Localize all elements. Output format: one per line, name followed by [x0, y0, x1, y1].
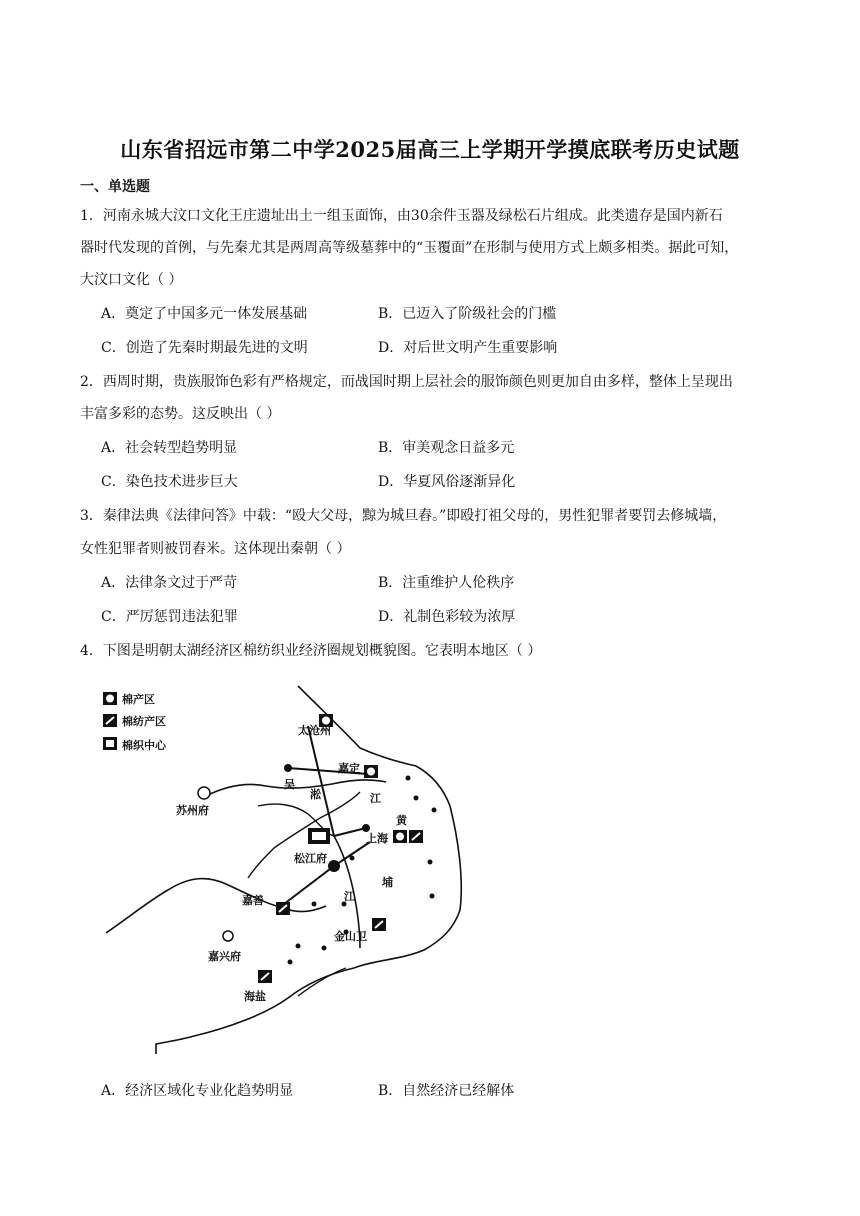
question-2-option-d[interactable]: D．华夏风俗逐渐异化: [378, 474, 516, 490]
label-suzhou: 苏州府: [176, 804, 209, 817]
weaving-center-legend-icon: [103, 737, 117, 750]
question-2-option-a[interactable]: A．社会转型趋势明显: [101, 440, 238, 456]
question-2-option-b[interactable]: B．审美观念日益多元: [378, 440, 515, 456]
jiashan-spinning-icon: [276, 902, 290, 915]
river-char-5: 埔: [382, 876, 393, 889]
shanghai-spinning-icon: [409, 830, 423, 843]
question-3-line-1: 3．秦律法典《法律问答》中载：“殴大父母，黥为城旦舂。”即殴打祖父母的，男性犯罪者要罚去修城墙，: [80, 508, 727, 524]
label-jiading: 嘉定: [338, 762, 360, 775]
label-songjiang: 松江府: [294, 852, 327, 865]
label-haiyan: 海盐: [244, 990, 266, 1003]
legend-label-weaving-center: 棉织中心: [122, 739, 166, 752]
question-1-option-a[interactable]: A．奠定了中国多元一体发展基础: [101, 306, 308, 322]
question-1-line-3: 大汶口文化（ ）: [80, 272, 183, 288]
river-char-2: 淞: [310, 788, 321, 801]
haiyan-spinning-icon: [258, 970, 272, 983]
river-char-3: 江: [370, 792, 381, 805]
legend-label-spinning-area: 棉纺产区: [122, 715, 166, 728]
region-coastline: [156, 686, 461, 1054]
page-title: 山东省招远市第二中学2025届高三上学期开学摸底联考历史试题: [120, 137, 740, 162]
legend-label-cotton-area: 棉产区: [122, 693, 155, 706]
question-2-line-1: 2．西周时期，贵族服饰色彩有严格规定，而战国时期上层社会的服饰颜色则更加自由多样，整体上呈现出: [80, 374, 733, 390]
jiading-cotton-icon: [364, 765, 378, 778]
suzhou-circle: [198, 787, 210, 799]
label-jiashan: 嘉善: [242, 894, 264, 907]
label-shanghai: 上海: [366, 832, 388, 845]
question-4-option-a[interactable]: A．经济区域化专业化趋势明显: [101, 1083, 294, 1099]
label-taicang: 太沧州: [298, 724, 331, 737]
shanghai-dot: [362, 824, 370, 832]
question-3-option-d[interactable]: D．礼制色彩较为浓厚: [378, 609, 516, 625]
label-jiaxing: 嘉兴府: [208, 950, 241, 963]
jinshanwei-spinning-icon: [372, 918, 386, 931]
question-4-option-b[interactable]: B．自然经济已经解体: [378, 1083, 515, 1099]
label-jinshanwei: 金山卫: [334, 930, 367, 943]
hangzhou-bay-shore: [106, 879, 326, 933]
question-1-option-d[interactable]: D．对后世文明产生重要影响: [378, 340, 558, 356]
spinning-area-legend-icon: [103, 714, 117, 727]
map-legend: [103, 692, 167, 752]
river-char-4: 黄: [396, 814, 407, 827]
question-3-option-c[interactable]: C．严厉惩罚违法犯罪: [101, 609, 238, 625]
river-char-1: 吴: [284, 778, 295, 791]
cotton-economy-map: [98, 678, 528, 1064]
question-3-option-a[interactable]: A．法律条文过于严苛: [101, 575, 238, 591]
question-2-option-c[interactable]: C．染色技术进步巨大: [101, 474, 238, 490]
question-3-line-2: 女性犯罪者则被罚舂米。这体现出秦朝（ ）: [80, 541, 351, 557]
taicang-dot: [284, 764, 292, 772]
question-2-line-2: 丰富多彩的态势。这反映出（ ）: [80, 406, 281, 422]
question-1-line-1: 1．河南永城大汶口文化王庄遗址出土一组玉面饰，由30余件玉器及绿松石片组成。此类遗存是国内新石: [80, 208, 723, 224]
question-4-line-1: 4．下图是明朝太湖经济区棉纺织业经济圈规划概貌图。它表明本地区（ ）: [80, 643, 542, 659]
question-3-option-b[interactable]: B．注重维护人伦秩序: [378, 575, 515, 591]
section-heading: 一、单选题: [80, 179, 150, 195]
shanghai-cotton-icon: [393, 830, 407, 843]
river-char-6: 江: [344, 890, 355, 903]
cotton-area-legend-icon: [103, 692, 117, 705]
jiaxing-circle: [223, 931, 233, 941]
question-1-option-c[interactable]: C．创造了先秦时期最先进的文明: [101, 340, 308, 356]
songjiang-dot: [328, 860, 340, 872]
songjiang-weaving-icon: [308, 828, 330, 844]
question-1-option-b[interactable]: B．已迈入了阶级社会的门槛: [378, 306, 557, 322]
question-1-line-2: 器时代发现的首例，与先秦尤其是两周高等级墓葬中的“玉覆面”在形制与使用方式上颇多相类。据此可知，: [80, 240, 739, 256]
